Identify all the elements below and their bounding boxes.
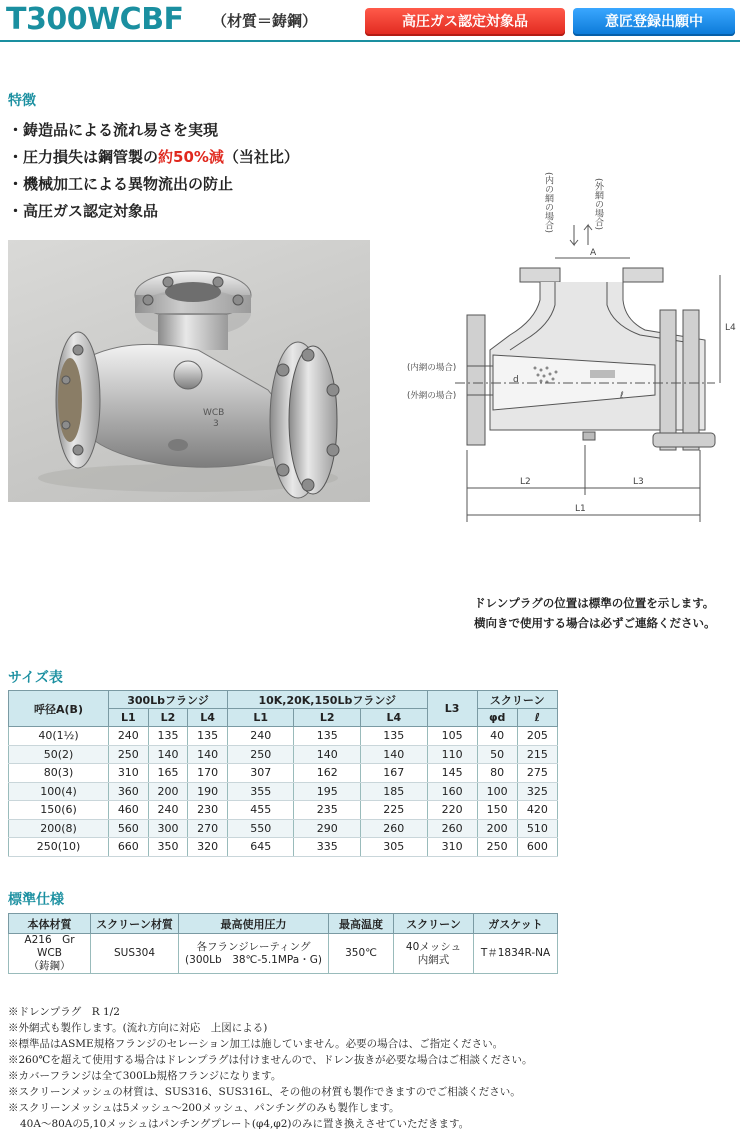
casting-mark: 3 <box>213 419 219 429</box>
table-cell: 150(6) <box>9 801 109 820</box>
table-cell: 40 <box>477 727 517 746</box>
header <box>0 0 740 44</box>
table-cell: 160 <box>427 782 477 801</box>
footnote: ※スクリーンメッシュの材質は、SUS316、SUS316L、その他の材質も製作できますのでご相談ください。 <box>8 1086 521 1098</box>
casting-mark: WCB <box>203 408 225 418</box>
table-cell: 235 <box>294 801 361 820</box>
screen-material-cell: SUS304 <box>91 934 179 974</box>
table-cell: 50(2) <box>9 745 109 764</box>
col-group-300lb: 300Lbフランジ <box>109 691 228 709</box>
table-cell: 220 <box>427 801 477 820</box>
table-cell: 240 <box>109 727 149 746</box>
table-cell: 100 <box>477 782 517 801</box>
table-cell: 460 <box>109 801 149 820</box>
feature-item: ・圧力損失は鋼管製の約50%減（当社比） <box>8 148 299 166</box>
high-pressure-gas-badge: 高圧ガス認定対象品 <box>365 8 565 36</box>
table-cell: 355 <box>227 782 294 801</box>
table-cell: 230 <box>188 801 228 820</box>
vertical-label-inner: (内の網の場合) <box>543 172 553 234</box>
feature-item: ・機械加工による異物流出の防止 <box>8 175 234 193</box>
max-temp-cell: 350℃ <box>329 934 394 974</box>
table-cell: 325 <box>517 782 557 801</box>
table-cell: 455 <box>227 801 294 820</box>
table-cell: 300 <box>148 819 188 838</box>
table-cell: 170 <box>188 764 228 783</box>
table-cell: 240 <box>227 727 294 746</box>
dim-L2: L2 <box>520 477 531 487</box>
body-material-cell: A216 Gr WCB （鋳鋼） <box>9 934 91 974</box>
table-cell: 50 <box>477 745 517 764</box>
table-cell: 80 <box>477 764 517 783</box>
footnote: ※外網式も製作します。(流れ方向に対応 上図による) <box>8 1022 268 1034</box>
table-cell: 550 <box>227 819 294 838</box>
dim-l: ℓ <box>620 391 624 401</box>
footnote: ※標準品はASME規格フランジのセレーション加工は施していません。必要の場合は、ご指定ください。 <box>8 1038 504 1050</box>
table-cell: 200(8) <box>9 819 109 838</box>
feature-item: ・高圧ガス認定対象品 <box>8 202 159 220</box>
table-cell: 135 <box>361 727 428 746</box>
table-cell: 135 <box>148 727 188 746</box>
table-cell: 250 <box>227 745 294 764</box>
table-cell: 195 <box>294 782 361 801</box>
table-cell: 275 <box>517 764 557 783</box>
strainer-illustration <box>8 240 370 502</box>
table-cell: 140 <box>294 745 361 764</box>
pressure-cell: 各フランジレーティング (300Lb 38℃-5.1MPa・G) <box>179 934 329 974</box>
table-cell: 135 <box>188 727 228 746</box>
feature-list <box>8 117 368 225</box>
table-cell: 200 <box>477 819 517 838</box>
table-cell: 660 <box>109 838 149 857</box>
footnote: 40A～80Aの5,10メッシュはパンチングプレート(φ4,φ2)のみに置き換えさせていただきます。 <box>20 1118 470 1130</box>
table-cell: 100(4) <box>9 782 109 801</box>
table-cell: 225 <box>361 801 428 820</box>
table-cell: 167 <box>361 764 428 783</box>
table-cell: 190 <box>188 782 228 801</box>
table-cell: 360 <box>109 782 149 801</box>
dim-A: A <box>590 248 597 258</box>
table-cell: 105 <box>427 727 477 746</box>
table-cell: 240 <box>148 801 188 820</box>
screen-cell: 40メッシュ 内網式 <box>394 934 474 974</box>
table-row <box>9 764 558 783</box>
table-cell: 290 <box>294 819 361 838</box>
material-note: （材質＝鋳鋼） <box>212 12 318 30</box>
table-cell: 307 <box>227 764 294 783</box>
table-row <box>9 801 558 820</box>
product-photo <box>8 240 370 502</box>
col-nominal: 呼径A(B) <box>9 691 109 727</box>
label-inner-mesh: (内網の場合) <box>407 363 457 373</box>
table-cell: 150 <box>477 801 517 820</box>
label-outer-mesh: (外網の場合) <box>407 391 457 401</box>
design-registration-badge: 意匠登録出願中 <box>573 8 735 36</box>
table-cell: 250 <box>109 745 149 764</box>
table-row <box>9 727 558 746</box>
table-cell: 215 <box>517 745 557 764</box>
size-table-heading: サイズ表 <box>8 670 63 686</box>
table-cell: 600 <box>517 838 557 857</box>
table-cell: 110 <box>427 745 477 764</box>
footnote: ※スクリーンメッシュは5メッシュ～200メッシュ、パンチングのみも製作します。 <box>8 1102 400 1114</box>
spec-table: 本体材質 スクリーン材質 最高使用圧力 最高温度 スクリーン ガスケット A216 Gr WCB （鋳鋼） SUS304 各フランジレーティング (300Lb 38℃-5.1MPa・G) 350℃ 40メッシュ 内網式 T＃1834R-NA <box>8 913 558 974</box>
col-group-10k: 10K,20K,150Lbフランジ <box>227 691 427 709</box>
table-cell: 140 <box>148 745 188 764</box>
table-cell: 135 <box>294 727 361 746</box>
vertical-label-outer: (外網の場合) <box>593 178 603 231</box>
table-cell: 310 <box>109 764 149 783</box>
table-cell: 40(1½) <box>9 727 109 746</box>
section-svg <box>395 170 740 530</box>
table-cell: 200 <box>148 782 188 801</box>
table-cell: 250 <box>477 838 517 857</box>
table-cell: 305 <box>361 838 428 857</box>
table-cell: 165 <box>148 764 188 783</box>
drain-plug-note: ドレンプラグの位置は標準の位置を示します。 横向きで使用する場合は必ずご連絡ください。 <box>474 596 716 630</box>
spec-table-heading: 標準仕様 <box>8 892 64 908</box>
footnote: ※260℃を超えて使用する場合はドレンプラグは付けませんので、ドレン抜きが必要な場合はご相談ください。 <box>8 1054 533 1066</box>
table-cell: 140 <box>361 745 428 764</box>
table-cell: 145 <box>427 764 477 783</box>
title-divider <box>0 40 740 42</box>
model-title: T300WCBF <box>6 2 184 37</box>
table-cell: 140 <box>188 745 228 764</box>
table-row <box>9 745 558 764</box>
feature-item: ・鋳造品による流れ易さを実現 <box>8 121 219 139</box>
dim-L1: L1 <box>575 504 586 514</box>
table-cell: 260 <box>361 819 428 838</box>
table-row <box>9 838 558 857</box>
table-row <box>9 782 558 801</box>
table-cell: 645 <box>227 838 294 857</box>
col-L3: L3 <box>427 691 477 727</box>
features-heading: 特徴 <box>8 93 36 109</box>
table-cell: 510 <box>517 819 557 838</box>
dim-L4: L4 <box>725 323 736 333</box>
dim-d: d <box>513 375 519 385</box>
col-group-screen: スクリーン <box>477 691 557 709</box>
table-cell: 335 <box>294 838 361 857</box>
table-cell: 350 <box>148 838 188 857</box>
table-row <box>9 819 558 838</box>
table-cell: 250(10) <box>9 838 109 857</box>
table-cell: 320 <box>188 838 228 857</box>
table-cell: 80(3) <box>9 764 109 783</box>
table-cell: 162 <box>294 764 361 783</box>
footnotes <box>8 1004 728 1132</box>
table-cell: 185 <box>361 782 428 801</box>
table-cell: 560 <box>109 819 149 838</box>
table-cell: 260 <box>427 819 477 838</box>
cross-section-drawing <box>395 170 740 530</box>
highlight-text: 約50%減 <box>158 148 224 166</box>
dim-L3: L3 <box>633 477 644 487</box>
size-table: 呼径A(B) 300Lbフランジ 10K,20K,150Lbフランジ L3 スクリーン L1 L2 L4 L1 L2 L4 φd ℓ 40(1½) 240 135 135 240 135 135 105 40 205 50(2) 250 140 140 250 140 140 110 50 215 80(3) 310 165 170 307 162 167 145 80 275 100(4) 360 200 190 355 195 185 160 100 325 150(6) 460 240 230 455 235 225 220 150 420 200(8) 560 300 270 550 290 260 260 200 510 250(10) 660 350 320 645 335 305 310 250 600 <box>8 690 558 857</box>
table-cell: 270 <box>188 819 228 838</box>
table-cell: 205 <box>517 727 557 746</box>
footnote: ※ドレンプラグ R 1/2 <box>8 1006 120 1018</box>
footnote: ※カバーフランジは全て300Lb規格フランジになります。 <box>8 1070 282 1082</box>
table-cell: 420 <box>517 801 557 820</box>
gasket-cell: T＃1834R-NA <box>474 934 558 974</box>
table-cell: 310 <box>427 838 477 857</box>
